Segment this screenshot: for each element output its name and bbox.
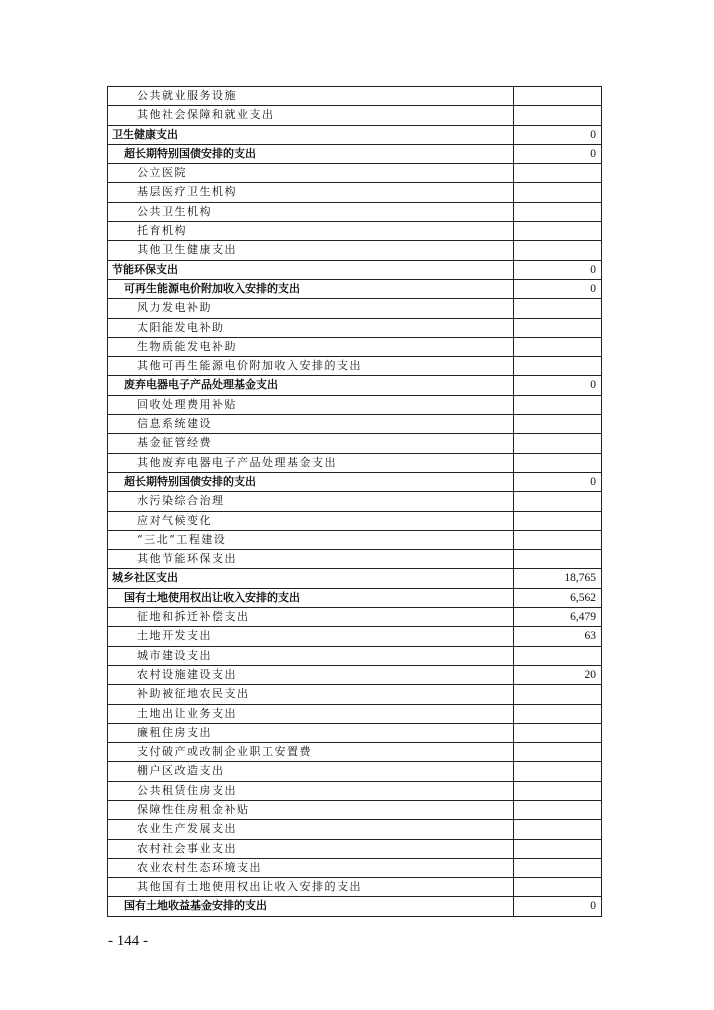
table-row xyxy=(108,859,602,878)
row-item-value xyxy=(514,396,602,414)
table-row xyxy=(108,492,602,511)
row-item-value xyxy=(514,859,602,877)
table-row xyxy=(108,106,602,125)
table-row xyxy=(108,126,602,145)
row-item-value xyxy=(514,87,602,105)
table-row xyxy=(108,164,602,183)
row-item-value xyxy=(514,454,602,472)
row-item-value xyxy=(514,164,602,182)
row-item-value: 0 xyxy=(514,261,602,279)
table-row xyxy=(108,145,602,164)
row-item-value xyxy=(514,724,602,742)
table-row xyxy=(108,376,602,395)
row-item-value xyxy=(514,299,602,317)
row-item-name: 其他社会保障和就业支出 xyxy=(108,106,514,124)
table-row xyxy=(108,299,602,318)
row-item-name: 超长期特别国债安排的支出 xyxy=(108,473,514,491)
row-item-value xyxy=(514,319,602,337)
table-row xyxy=(108,589,602,608)
table-row xyxy=(108,569,602,588)
table-row xyxy=(108,685,602,704)
row-item-value xyxy=(514,647,602,665)
row-item-name: 应对气候变化 xyxy=(108,512,514,530)
table-row xyxy=(108,608,602,627)
row-item-name: 农村设施建设支出 xyxy=(108,666,514,684)
row-item-name: 公共就业服务设施 xyxy=(108,87,514,105)
row-item-name: 超长期特别国债安排的支出 xyxy=(108,145,514,163)
row-item-name: 支付破产或改制企业职工安置费 xyxy=(108,743,514,761)
row-item-value xyxy=(514,357,602,375)
table-row xyxy=(108,647,602,666)
row-item-name: 其他国有土地使用权出让收入安排的支出 xyxy=(108,878,514,896)
row-item-value xyxy=(514,222,602,240)
row-item-value xyxy=(514,434,602,452)
row-item-value xyxy=(514,840,602,858)
table-row xyxy=(108,183,602,202)
row-item-value xyxy=(514,106,602,124)
row-item-name: “三北”工程建设 xyxy=(108,531,514,549)
table-row xyxy=(108,434,602,453)
row-item-value xyxy=(514,203,602,221)
table-row xyxy=(108,87,602,106)
row-item-name: 公立医院 xyxy=(108,164,514,182)
row-item-value xyxy=(514,183,602,201)
table-row xyxy=(108,512,602,531)
row-item-value: 6,479 xyxy=(514,608,602,626)
row-item-name: 补助被征地农民支出 xyxy=(108,685,514,703)
table-row xyxy=(108,724,602,743)
row-item-name: 城乡社区支出 xyxy=(108,569,514,587)
row-item-name: 农村社会事业支出 xyxy=(108,840,514,858)
row-item-name: 基金征管经费 xyxy=(108,434,514,452)
row-item-value xyxy=(514,705,602,723)
table-row xyxy=(108,666,602,685)
row-item-name: 托育机构 xyxy=(108,222,514,240)
table-row xyxy=(108,473,602,492)
row-item-value xyxy=(514,820,602,838)
row-item-value xyxy=(514,801,602,819)
page-number: - 144 - xyxy=(108,933,148,949)
table-row xyxy=(108,241,602,260)
row-item-name: 信息系统建设 xyxy=(108,415,514,433)
row-item-value: 63 xyxy=(514,627,602,645)
row-item-name: 征地和拆迁补偿支出 xyxy=(108,608,514,626)
table-row xyxy=(108,338,602,357)
row-item-name: 生物质能发电补助 xyxy=(108,338,514,356)
table-row xyxy=(108,782,602,801)
row-item-value xyxy=(514,241,602,259)
table-row xyxy=(108,396,602,415)
table-row xyxy=(108,627,602,646)
row-item-value xyxy=(514,415,602,433)
table-row xyxy=(108,319,602,338)
row-item-name: 基层医疗卫生机构 xyxy=(108,183,514,201)
table-row xyxy=(108,550,602,569)
table-row xyxy=(108,705,602,724)
row-item-value: 20 xyxy=(514,666,602,684)
row-item-value: 0 xyxy=(514,376,602,394)
row-item-value xyxy=(514,492,602,510)
row-item-name: 公共卫生机构 xyxy=(108,203,514,221)
row-item-name: 农业生产发展支出 xyxy=(108,820,514,838)
row-item-value xyxy=(514,878,602,896)
table-row xyxy=(108,801,602,820)
row-item-name: 土地出让业务支出 xyxy=(108,705,514,723)
row-item-value xyxy=(514,762,602,780)
row-item-value: 0 xyxy=(514,126,602,144)
row-item-name: 回收处理费用补贴 xyxy=(108,396,514,414)
table-row xyxy=(108,878,602,897)
table-row xyxy=(108,840,602,859)
row-item-name: 水污染综合治理 xyxy=(108,492,514,510)
row-item-name: 廉租住房支出 xyxy=(108,724,514,742)
row-item-name: 其他可再生能源电价附加收入安排的支出 xyxy=(108,357,514,375)
row-item-value xyxy=(514,685,602,703)
table-row xyxy=(108,415,602,434)
row-item-name: 节能环保支出 xyxy=(108,261,514,279)
table-row xyxy=(108,203,602,222)
row-item-name: 保障性住房租金补贴 xyxy=(108,801,514,819)
table-row xyxy=(108,454,602,473)
row-item-value: 0 xyxy=(514,145,602,163)
row-item-value: 0 xyxy=(514,897,602,915)
row-item-name: 太阳能发电补助 xyxy=(108,319,514,337)
row-item-name: 国有土地收益基金安排的支出 xyxy=(108,897,514,915)
row-item-name: 其他节能环保支出 xyxy=(108,550,514,568)
table-row xyxy=(108,762,602,781)
row-item-value xyxy=(514,338,602,356)
row-item-value xyxy=(514,743,602,761)
row-item-name: 土地开发支出 xyxy=(108,627,514,645)
row-item-value xyxy=(514,512,602,530)
row-item-value: 6,562 xyxy=(514,589,602,607)
table-row xyxy=(108,261,602,280)
table-row xyxy=(108,222,602,241)
row-item-name: 城市建设支出 xyxy=(108,647,514,665)
row-item-value xyxy=(514,550,602,568)
table-row xyxy=(108,820,602,839)
row-item-name: 棚户区改造支出 xyxy=(108,762,514,780)
row-item-name: 其他卫生健康支出 xyxy=(108,241,514,259)
row-item-value: 18,765 xyxy=(514,569,602,587)
table-row xyxy=(108,280,602,299)
row-item-name: 废弃电器电子产品处理基金支出 xyxy=(108,376,514,394)
row-item-name: 可再生能源电价附加收入安排的支出 xyxy=(108,280,514,298)
row-item-value xyxy=(514,531,602,549)
row-item-name: 风力发电补助 xyxy=(108,299,514,317)
table-row xyxy=(108,531,602,550)
row-item-name: 农业农村生态环境支出 xyxy=(108,859,514,877)
row-item-name: 其他废弃电器电子产品处理基金支出 xyxy=(108,454,514,472)
row-item-value: 0 xyxy=(514,473,602,491)
budget-table xyxy=(107,86,602,917)
table-row xyxy=(108,897,602,916)
row-item-name: 卫生健康支出 xyxy=(108,126,514,144)
table-row xyxy=(108,357,602,376)
table-row xyxy=(108,743,602,762)
row-item-value: 0 xyxy=(514,280,602,298)
row-item-value xyxy=(514,782,602,800)
row-item-name: 公共租赁住房支出 xyxy=(108,782,514,800)
row-item-name: 国有土地使用权出让收入安排的支出 xyxy=(108,589,514,607)
